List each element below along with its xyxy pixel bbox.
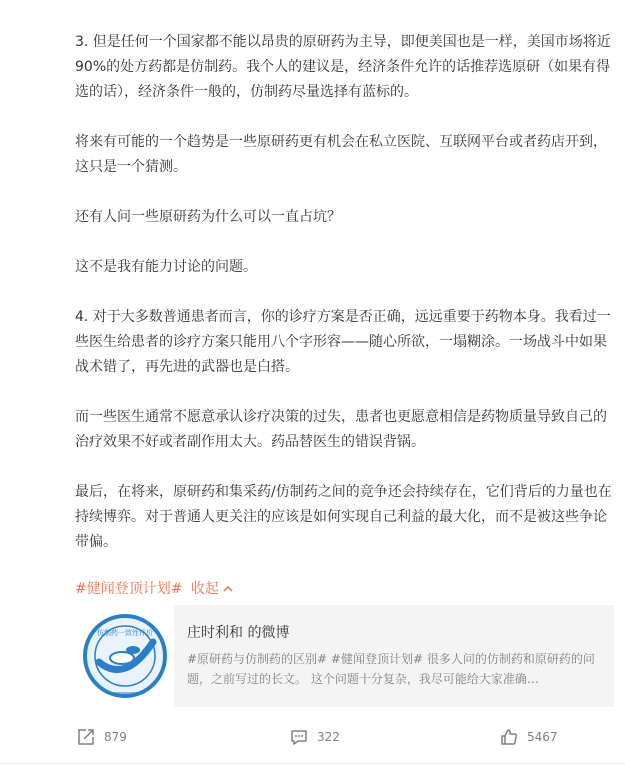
article-paragraph: 最后，在将来，原研药和集采药/仿制药之间的竞争还会持续存在，它们背后的力量也在持续博弈。对于普通人更关注的应该是如何实现自己利益的最大化，而不是被这些争论带偏。 bbox=[75, 484, 612, 550]
topic-row bbox=[75, 577, 234, 602]
article-body bbox=[75, 30, 615, 580]
like-button[interactable] bbox=[500, 726, 558, 748]
card-title: 庄时利和 的微博 bbox=[187, 625, 290, 641]
card-body bbox=[174, 605, 614, 707]
article-paragraph: 而一些医生通常不愿意承认诊疗决策的过失，患者也更愿意相信是药物质量导致自己的治疗效果不好或者副作用太大。药品替医生的错误背锅。 bbox=[75, 409, 607, 450]
caret-up-icon bbox=[222, 584, 234, 594]
article-paragraph: 3. 但是任何一个国家都不能以昂贵的原研药为主导，即便美国也是一样，美国市场将近90%的处方药都是仿制药。我个人的建议是，经济条件允许的话推荐选原研（如果有得选的话），经济条件一般的，仿制药尽量选择有蓝标的。 bbox=[75, 34, 611, 100]
topic-link[interactable]: #健闻登顶计划# bbox=[75, 581, 183, 597]
card-description: #原研药与仿制药的区别# #健闻登顶计划# 很多人问的仿制药和原研药的问题，之前写过的长文。 这个问题十分复杂，我尽可能给大家准确… bbox=[187, 652, 595, 686]
logo-text: 仿制药一致性评价 bbox=[97, 629, 153, 637]
repost-count: 879 bbox=[104, 730, 127, 744]
linked-card[interactable] bbox=[75, 605, 615, 707]
like-count: 5467 bbox=[527, 730, 558, 744]
action-bar bbox=[0, 722, 625, 752]
divider bbox=[0, 763, 625, 764]
comment-button[interactable] bbox=[290, 726, 340, 748]
collapse-label: 收起 bbox=[190, 581, 219, 597]
comment-count: 322 bbox=[317, 730, 340, 744]
collapse-button[interactable] bbox=[191, 581, 234, 597]
repost-button[interactable] bbox=[77, 726, 127, 748]
article-paragraph: 这不是我有能力讨论的问题。 bbox=[75, 259, 257, 275]
comment-icon bbox=[290, 728, 308, 746]
generic-drug-consistency-logo-icon bbox=[81, 612, 169, 702]
article-paragraph: 4. 对于大多数普通患者而言，你的诊疗方案是否正确，远远重要于药物本身。我看过一些医生给患者的诊疗方案只能用八个字形容——随心所欲，一塌糊涂。一场战斗中如果战术错了，再先进的武器也是白搭。 bbox=[75, 309, 611, 375]
thumbs-up-icon bbox=[500, 728, 518, 746]
card-thumbnail bbox=[81, 612, 169, 702]
share-icon bbox=[77, 728, 95, 746]
article-paragraph: 将来有可能的一个趋势是一些原研药更有机会在私立医院、互联网平台或者药店开到，这只是一个猜测。 bbox=[75, 134, 607, 175]
article-paragraph: 还有人问一些原研药为什么可以一直占坑？ bbox=[75, 209, 341, 225]
